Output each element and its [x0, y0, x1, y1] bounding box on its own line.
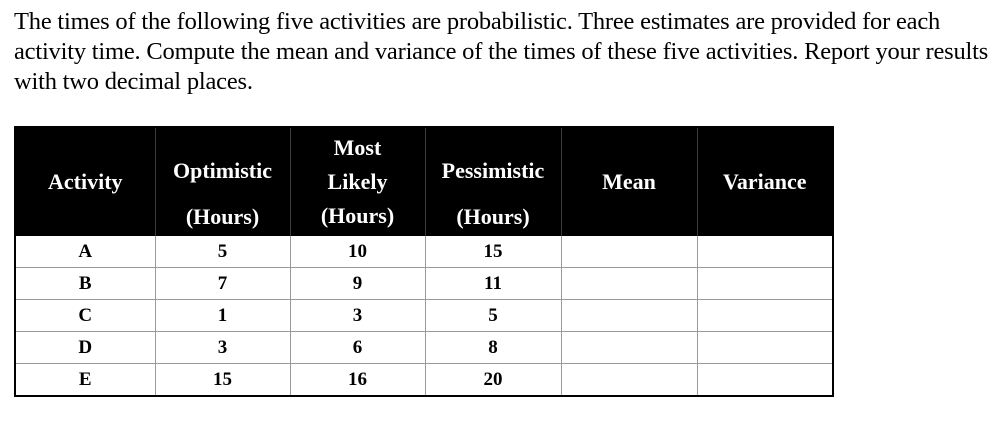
table-row: [15, 268, 833, 300]
header-most-likely-unit: (Hours): [320, 203, 395, 228]
header-optimistic: [155, 127, 290, 236]
cell-pessimistic: 5: [425, 300, 561, 332]
cell-optimistic: 7: [155, 268, 290, 300]
header-activity: [15, 127, 155, 236]
cell-optimistic: 1: [155, 300, 290, 332]
cell-activity: B: [15, 268, 155, 300]
problem-statement: The times of the following five activities are probabilistic. Three estimates are provided for each activity time. Compute the mean and variance of the times of these five activities. Report your results with two decimal places.: [14, 8, 989, 95]
header-mean-label: Mean: [602, 169, 656, 194]
cell-mean[interactable]: [561, 332, 697, 364]
header-most-likely-line2: Likely: [327, 169, 388, 194]
table-row: [15, 300, 833, 332]
cell-most-likely: 3: [290, 300, 425, 332]
header-row: [15, 127, 833, 236]
header-most-likely-line1: Most: [333, 135, 382, 160]
cell-pessimistic: 11: [425, 268, 561, 300]
cell-pessimistic: 15: [425, 236, 561, 268]
cell-most-likely: 9: [290, 268, 425, 300]
cell-variance[interactable]: [697, 364, 833, 397]
cell-mean[interactable]: [561, 300, 697, 332]
cell-pessimistic: 20: [425, 364, 561, 397]
cell-optimistic: 3: [155, 332, 290, 364]
header-variance: [697, 127, 833, 236]
cell-optimistic: 5: [155, 236, 290, 268]
header-variance-label: Variance: [722, 169, 807, 194]
table-row: [15, 236, 833, 268]
cell-mean[interactable]: [561, 268, 697, 300]
cell-variance[interactable]: [697, 300, 833, 332]
activity-time-table-container: [14, 126, 832, 405]
activity-time-table: [14, 126, 834, 397]
cell-pessimistic: 8: [425, 332, 561, 364]
cell-most-likely: 10: [290, 236, 425, 268]
cell-variance[interactable]: [697, 236, 833, 268]
header-optimistic-label: Optimistic: [173, 158, 272, 183]
cell-optimistic: 15: [155, 364, 290, 397]
cell-mean[interactable]: [561, 236, 697, 268]
cell-variance[interactable]: [697, 332, 833, 364]
header-most-likely: [290, 127, 425, 236]
table-body: [15, 236, 833, 396]
table-header: [15, 127, 833, 236]
table-row: [15, 364, 833, 397]
cell-most-likely: 16: [290, 364, 425, 397]
header-mean: [561, 127, 697, 236]
table-row: [15, 332, 833, 364]
header-pessimistic-label: Pessimistic: [441, 158, 545, 183]
header-activity-label: Activity: [47, 169, 123, 194]
header-pessimistic: [425, 127, 561, 236]
cell-activity: E: [15, 364, 155, 397]
cell-activity: A: [15, 236, 155, 268]
cell-mean[interactable]: [561, 364, 697, 397]
header-pessimistic-unit: (Hours): [456, 204, 530, 229]
cell-activity: D: [15, 332, 155, 364]
cell-most-likely: 6: [290, 332, 425, 364]
cell-activity: C: [15, 300, 155, 332]
cell-variance[interactable]: [697, 268, 833, 300]
header-optimistic-unit: (Hours): [185, 204, 260, 229]
